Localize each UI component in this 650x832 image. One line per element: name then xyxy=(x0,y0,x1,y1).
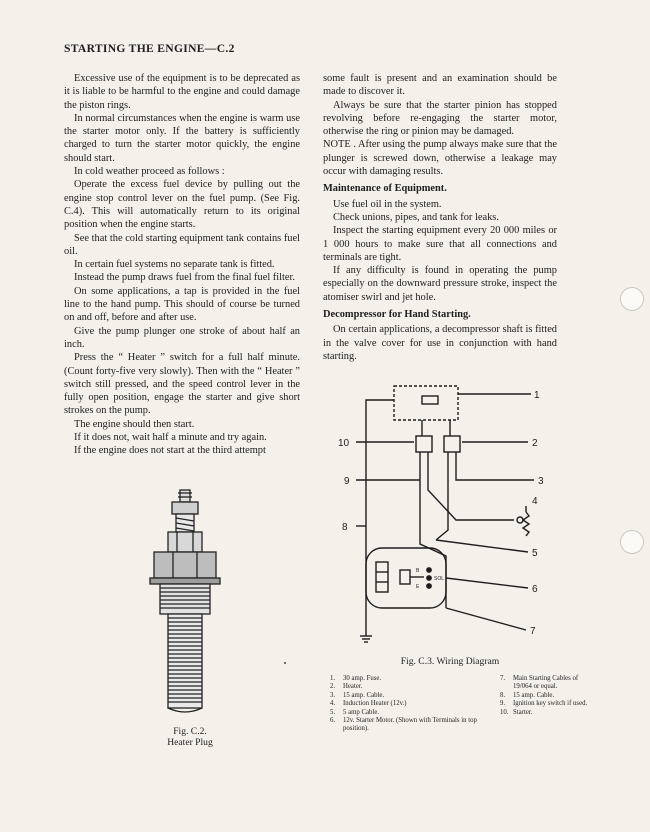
paragraph: On some applications, a tap is provided in the fuel line to the hand pump. This should of course be turned on and off, before and after use. xyxy=(64,285,300,324)
paragraph: Excessive use of the equipment is to be deprecated as it is liable to be harmful to the engine and could damage the piston rings. xyxy=(64,73,300,111)
paragraph: Operate the excess fuel device by pulling out the engine stop control lever on the fuel pump. (See Fig. C.4). This will automatically return to its original position when the engine starts. xyxy=(64,179,300,231)
right-text-column xyxy=(323,72,557,363)
heater-plug-illustration xyxy=(128,488,248,718)
legend-number: 9. xyxy=(500,700,506,708)
page-title: STARTING THE ENGINE—C.2 xyxy=(64,42,235,55)
note-paragraph: NOTE . After using the pump always make sure that the plunger is screwed down, otherwise a leakage may occur with damaging results. xyxy=(323,139,557,178)
legend-number: 2. xyxy=(330,683,336,691)
diagram-label-8: 8 xyxy=(342,522,348,533)
legend-item xyxy=(500,709,595,717)
terminal-label-e: E xyxy=(416,584,420,590)
paragraph: Instead the pump draws fuel from the final fuel filter. xyxy=(74,272,296,284)
legend-text: 15 amp. Cable. xyxy=(513,691,555,699)
paragraph: Use fuel oil in the system. xyxy=(333,198,442,210)
legend-text: 15 amp. Cable. xyxy=(343,691,385,699)
legend-number: 1. xyxy=(330,675,336,682)
terminal-label-b: B xyxy=(416,568,420,574)
paragraph: some fault is present and an examination should be made to discover it. xyxy=(323,73,557,98)
paragraph: In cold weather proceed as follows : xyxy=(74,166,225,178)
figure-caption-wiring-diagram: Fig. C.3. Wiring Diagram xyxy=(400,656,500,667)
legend-text: Induction Heater (12v.) xyxy=(343,700,407,708)
legend-item xyxy=(330,700,490,708)
legend-item xyxy=(500,700,595,708)
legend-text: 5 amp Cable. xyxy=(343,708,380,716)
paragraph: See that the cold starting equipment tank contains fuel oil. xyxy=(64,232,300,257)
paragraph: Press the “ Heater ” switch for a full half minute. (Count forty-five very slowly). Then with the “ Heater ” switch still pressed, and the speed control lever in the fully open position, engage the starter and give short strokes on the pump. xyxy=(64,352,300,417)
legend-text: 12v. Starter Motor. (Shown with Terminals in top position). xyxy=(343,717,477,733)
legend-text: Main Starting Cables of 19/064 or equal. xyxy=(513,675,579,691)
paragraph: Always be sure that the starter pinion has stopped revolving before re-engaging the starter motor, otherwise the ring or pinion may be damaged. xyxy=(323,99,557,138)
legend-number: 7. xyxy=(500,675,506,682)
diagram-label-4: 4 xyxy=(532,496,538,507)
diagram-label-6: 6 xyxy=(532,584,538,595)
paragraph: If the engine does not start at the third attempt xyxy=(74,445,266,457)
paragraph: The engine should then start. xyxy=(74,418,195,430)
legend-number: 10. xyxy=(500,708,509,716)
legend-number: 5. xyxy=(330,708,336,716)
legend-text: Ignition key switch if used. xyxy=(513,700,588,708)
legend-text: 30 amp. Fuse. xyxy=(343,675,382,682)
legend-text: Heater. xyxy=(343,683,363,691)
legend-item xyxy=(330,717,490,734)
caption-line: Heater Plug xyxy=(167,737,213,748)
legend-number: 4. xyxy=(330,700,336,708)
caption-line: Fig. C.2. xyxy=(173,726,207,737)
diagram-label-10: 10 xyxy=(338,438,350,449)
paragraph: Inspect the starting equipment every 20 000 miles or 1 000 hours to make sure that all connections and terminals are tight. xyxy=(323,225,557,263)
legend-text: Starter. xyxy=(513,708,533,716)
speck xyxy=(284,662,286,664)
paragraph: Check unions, pipes, and tank for leaks. xyxy=(333,211,499,223)
legend-number: 8. xyxy=(500,691,506,699)
diagram-legend-right xyxy=(500,675,595,717)
diagram-label-1: 1 xyxy=(534,390,540,401)
legend-item xyxy=(330,709,490,717)
paragraph: In certain fuel systems no separate tank is fitted. xyxy=(74,259,275,271)
wiring-diagram xyxy=(336,380,576,650)
legend-item xyxy=(500,692,595,700)
paragraph: On certain applications, a decompressor shaft is fitted in the valve cover for use in conjunction with hand starting. xyxy=(323,324,557,362)
legend-item xyxy=(500,675,595,692)
section-heading: Maintenance of Equipment. xyxy=(323,183,447,195)
left-text-column xyxy=(64,72,300,458)
legend-number: 6. xyxy=(330,717,336,725)
legend-item xyxy=(330,683,490,691)
legend-item xyxy=(330,692,490,700)
diagram-legend-left xyxy=(330,675,490,734)
diagram-label-5: 5 xyxy=(532,548,538,559)
figure-caption-heater-plug xyxy=(140,726,240,748)
section-heading: Decompressor for Hand Starting. xyxy=(323,309,471,321)
legend-number: 3. xyxy=(330,691,336,699)
paragraph: Give the pump plunger one stroke of about half an inch. xyxy=(64,325,300,350)
terminal-label-sol: SOL xyxy=(434,576,445,582)
diagram-label-3: 3 xyxy=(538,476,544,487)
diagram-label-2: 2 xyxy=(532,438,538,449)
punch-hole xyxy=(620,530,644,554)
diagram-label-9: 9 xyxy=(344,476,350,487)
paragraph: In normal circumstances when the engine is warm use the starter motor only. If the battery is sufficiently charged to turn the starter motor quickly, the engine should start. xyxy=(64,112,300,164)
paragraph: If it does not, wait half a minute and try again. xyxy=(74,432,267,444)
diagram-label-7: 7 xyxy=(530,626,536,637)
legend-item xyxy=(330,675,490,683)
paragraph: If any difficulty is found in operating the pump especially on the downward pressure stroke, inspect the atomiser swirl and jet hole. xyxy=(323,265,557,303)
punch-hole xyxy=(620,287,644,311)
